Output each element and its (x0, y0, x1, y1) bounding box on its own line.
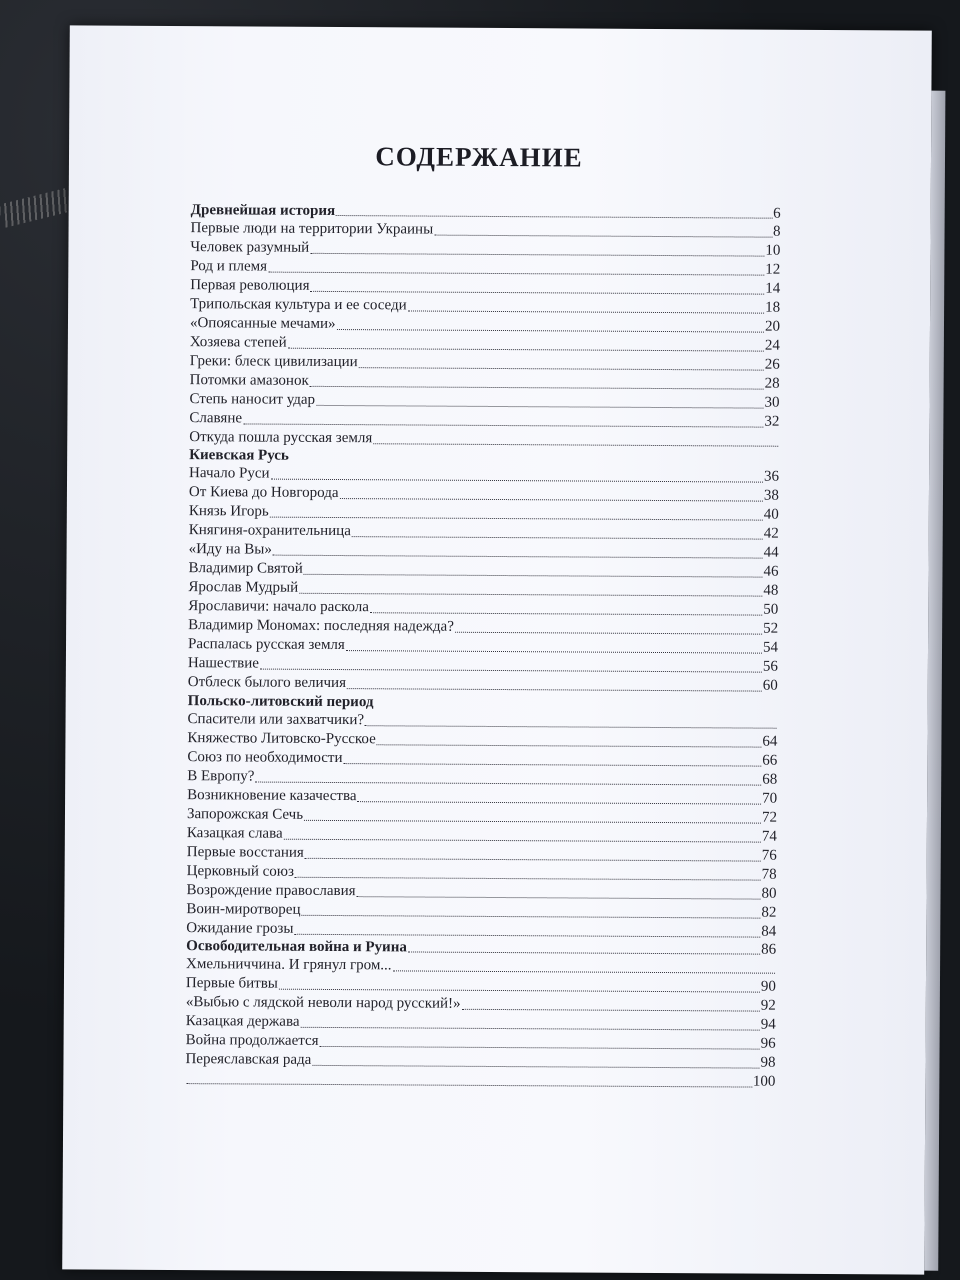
dot-leader (294, 933, 760, 937)
dot-leader (310, 291, 764, 295)
entry-label: Человек разумный (190, 239, 310, 257)
dot-leader (310, 253, 764, 257)
dot-leader (312, 1065, 759, 1069)
dot-leader (358, 801, 762, 804)
entry-label: Первые восстания (186, 843, 304, 861)
page-number: 28 (764, 375, 780, 392)
dot-leader (310, 386, 764, 390)
page-number: 42 (763, 526, 779, 543)
page-number: 36 (764, 469, 780, 486)
page-number: 20 (764, 318, 781, 335)
toc-entry[interactable] (189, 390, 779, 413)
page-number: 38 (763, 488, 779, 505)
entry-label: «Опоясанные мечами» (189, 315, 336, 333)
page-number: 26 (764, 356, 780, 373)
entry-label: Первые люди на территории Украины (190, 220, 434, 238)
page-number: 100 (752, 1073, 776, 1090)
dot-leader (365, 725, 777, 729)
page-number: 40 (763, 507, 779, 524)
entry-label: Хозяева степей (189, 334, 287, 351)
dot-leader (373, 443, 778, 446)
toc-entry[interactable] (187, 748, 777, 771)
entry-label: Церковный союз (186, 862, 294, 880)
entry-label: Отблеск былого величия (187, 674, 347, 692)
page-number: 86 (761, 941, 777, 958)
section-heading-label: Польско-литовский период (187, 692, 374, 710)
dot-leader (271, 479, 763, 483)
toc-entry[interactable] (185, 1050, 775, 1073)
page-number: 94 (760, 1016, 776, 1033)
entry-label: От Киева до Новгорода (188, 484, 339, 502)
toc-entry[interactable] (189, 483, 779, 506)
dot-leader (357, 896, 761, 899)
entry-label: Род и племя (190, 258, 268, 275)
page-number: 74 (761, 828, 777, 845)
dot-leader (243, 424, 763, 428)
entry-label: Нашествие (187, 655, 260, 672)
entry-label: Казацкая держава (185, 1012, 300, 1030)
page-title: СОДЕРЖАНИЕ (375, 141, 583, 173)
entry-label: Хмельниччина. И грянул гром... (186, 955, 392, 974)
dot-leader (255, 781, 761, 785)
entry-label: Начало Руси (189, 465, 270, 482)
dot-leader (320, 1046, 760, 1050)
page-number: 14 (765, 280, 781, 297)
page-number: 84 (761, 923, 777, 940)
entry-label: В Европу? (187, 767, 255, 785)
dot-leader (336, 329, 763, 333)
dot-leader (305, 857, 761, 861)
page-number: 80 (761, 885, 777, 902)
entry-label: Потомки амазонок (189, 372, 309, 390)
toc-entry[interactable] (190, 238, 780, 261)
dot-leader (316, 405, 763, 409)
dot-leader (352, 536, 763, 540)
entry-label: Первая революция (190, 277, 310, 295)
page-number: 60 (762, 677, 778, 695)
dot-leader (299, 593, 762, 597)
section-heading-label: Освободительная война и Руина (186, 937, 407, 956)
toc-entry[interactable] (188, 635, 778, 658)
page-number: 56 (762, 658, 778, 676)
entry-label: Ярославичи: начало раскола (188, 598, 370, 616)
dot-leader (273, 555, 763, 559)
dot-leader (343, 763, 761, 767)
dot-leader (279, 988, 760, 992)
dot-leader (346, 650, 762, 654)
entry-label: Владимир Святой (188, 560, 303, 578)
section-heading-label: Древнейшая история (190, 202, 336, 220)
toc-section-heading[interactable] (189, 447, 779, 468)
entry-label: Князь Игорь (188, 503, 269, 520)
dot-leader (377, 744, 762, 747)
dot-leader (408, 951, 760, 954)
entry-label: Трипольская культура и ее соседи (190, 296, 407, 314)
dot-leader (339, 498, 762, 502)
entry-label: Первые битвы (185, 974, 278, 992)
dot-leader (300, 1027, 759, 1031)
entry-label: Откуда пошла русская земля (189, 429, 373, 447)
page-number: 70 (762, 790, 778, 807)
page-number: 78 (761, 866, 777, 883)
entry-label: «Выбью с лядской неволи народ русский!» (185, 993, 461, 1012)
entry-label: Воин-миротворец (186, 900, 301, 918)
dot-leader (268, 272, 764, 276)
entry-label: Война продолжается (185, 1031, 319, 1049)
page-number: 66 (762, 752, 778, 769)
dot-leader (288, 348, 764, 352)
entry-label: Княжество Литовско-Русское (187, 729, 376, 747)
entry-label: Славяне (189, 410, 243, 427)
dot-leader (455, 632, 762, 635)
page-number: 72 (761, 809, 778, 826)
entry-label: Возникновение казачества (187, 786, 357, 804)
entry-label: Союз по необходимости (187, 748, 343, 766)
page-number: 24 (764, 337, 780, 354)
dot-leader (434, 235, 772, 238)
dot-leader (347, 688, 762, 692)
page-number: 76 (761, 847, 777, 864)
dot-leader (186, 1083, 751, 1087)
page-number: 46 (763, 564, 779, 581)
page-number: 44 (763, 545, 779, 562)
page-number: 82 (761, 904, 777, 921)
dot-leader (260, 669, 762, 673)
page-number: 92 (760, 997, 776, 1014)
dot-leader (393, 970, 775, 973)
page-number: 6 (773, 205, 781, 222)
page-number: 98 (760, 1054, 776, 1071)
dot-leader (301, 914, 760, 918)
entry-label: Княгиня-охранительница (188, 522, 351, 540)
page-number: 50 (763, 602, 779, 619)
page-number: 68 (762, 771, 778, 788)
page-number: 96 (760, 1035, 776, 1052)
dot-leader (304, 819, 761, 823)
dot-leader (284, 838, 761, 842)
page-number: 12 (765, 261, 781, 278)
page-number: 10 (765, 242, 781, 259)
page-number: 64 (762, 733, 778, 750)
page-number: 30 (764, 394, 780, 411)
entry-label: Владимир Мономах: последняя надежда? (188, 617, 454, 636)
dot-leader (295, 876, 761, 880)
page-number: 48 (763, 583, 779, 600)
dot-leader (304, 574, 763, 578)
book-page (62, 25, 932, 1274)
dot-leader (359, 367, 764, 370)
entry-label: Ярослав Мудрый (188, 579, 299, 597)
entry-label: Греки: блеск цивилизации (189, 353, 358, 371)
page-number: 54 (762, 640, 779, 657)
dot-leader (462, 1009, 760, 1012)
page-number: 90 (760, 978, 776, 995)
page-number: 32 (764, 413, 780, 430)
page-number: 18 (765, 299, 781, 316)
dot-leader (370, 613, 762, 616)
entry-label: Переяславская рада (185, 1050, 312, 1068)
entry-label: Степь наносит удар (189, 391, 316, 409)
entry-label: Спасители или захватчики? (187, 710, 365, 728)
entry-label: Запорожская Сечь (186, 805, 304, 823)
dot-leader (270, 517, 763, 521)
dot-leader (408, 311, 764, 314)
toc-entry[interactable] (189, 521, 779, 544)
entry-label: Возрождение православия (186, 881, 356, 899)
entry-label: Казацкая слава (186, 824, 283, 842)
entry-label: «Иду на Вы» (188, 541, 272, 558)
section-heading-label: Киевская Русь (189, 447, 289, 465)
table-of-contents (185, 202, 780, 1091)
toc-entry[interactable] (185, 1069, 775, 1092)
page-number: 52 (763, 621, 779, 638)
entry-label: Распалась русская земля (187, 636, 345, 654)
page-number: 8 (773, 223, 781, 240)
dot-leader (336, 215, 772, 219)
entry-label: Ожидание грозы (186, 919, 294, 937)
